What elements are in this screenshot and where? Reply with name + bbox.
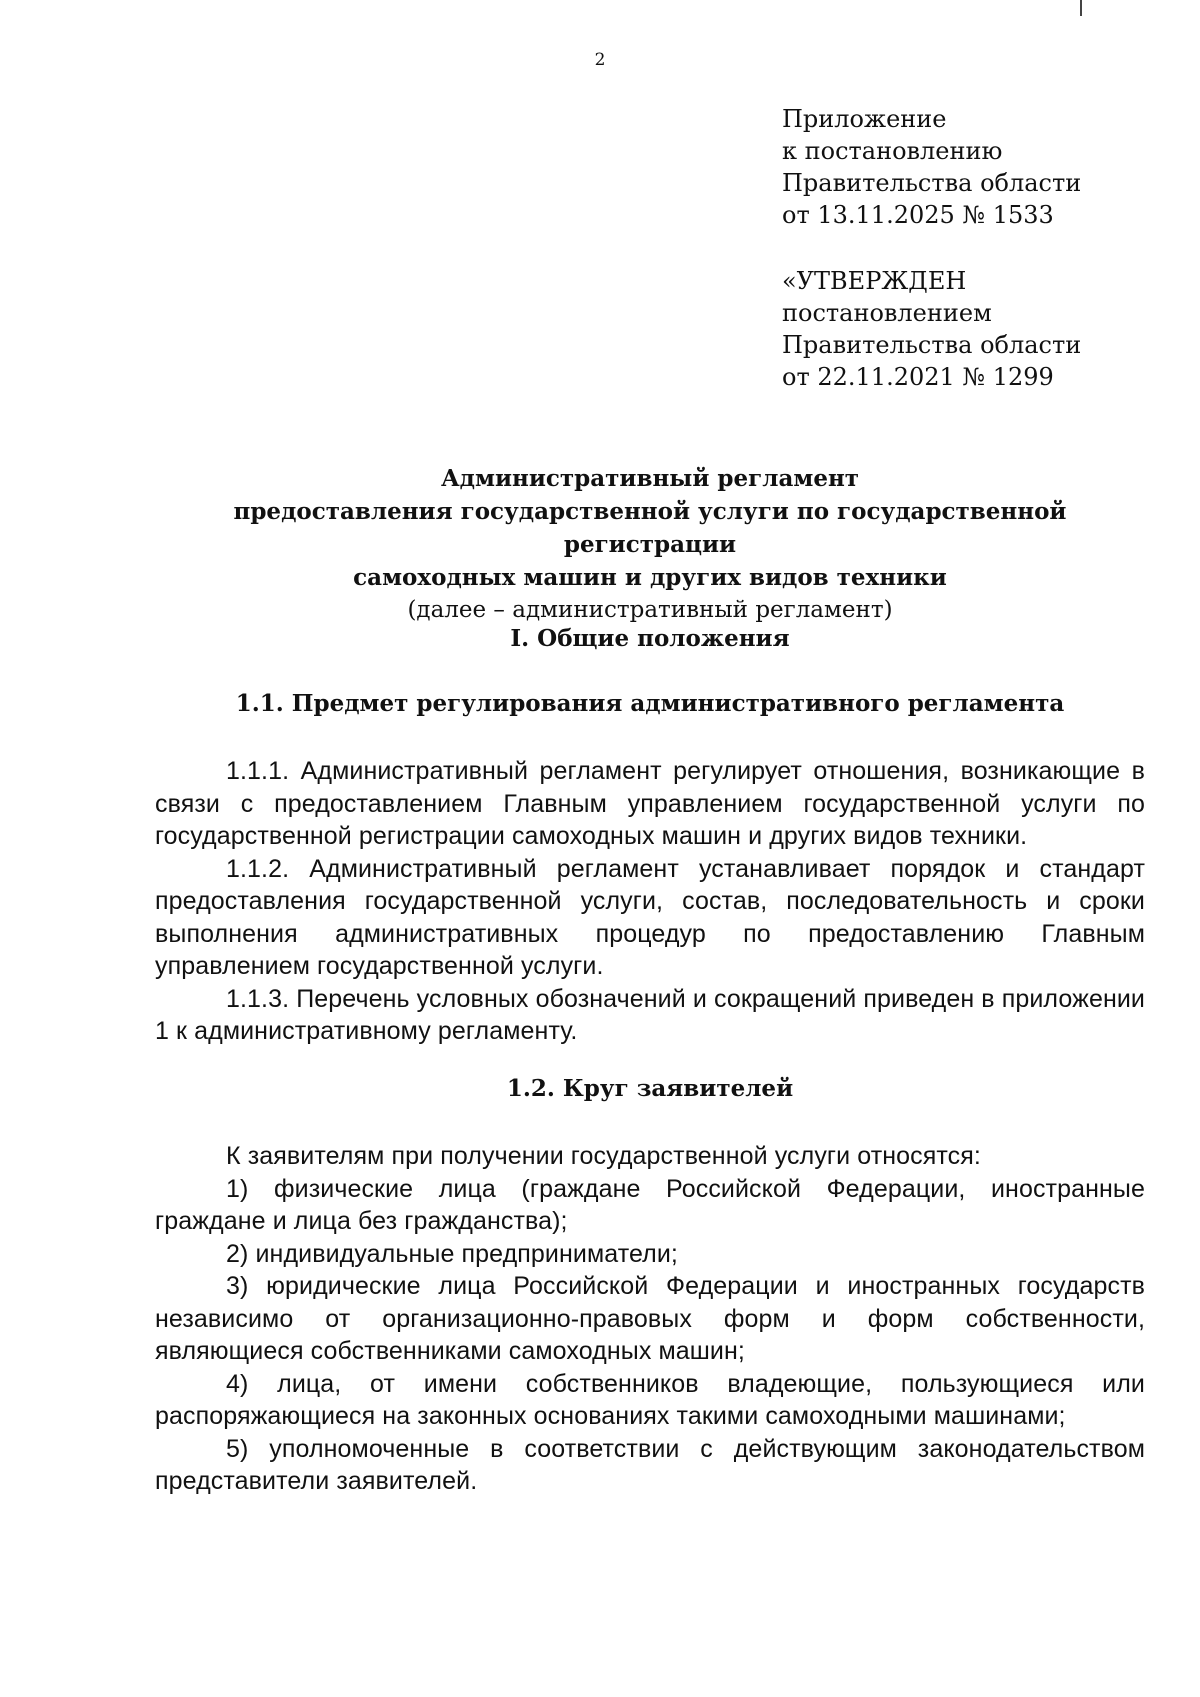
appendix-line: Правительства области [782,169,1082,197]
list-item: 4) лица, от имени собственников владеющие, пользующиеся или распоряжающиеся на законных основаниях такими самоходными машинами; [155,1369,1145,1430]
appendix-line: Приложение [782,105,947,133]
subsection-heading: 1.1. Предмет регулирования административного регламента [235,690,1065,717]
approved-line: Правительства области [782,331,1082,359]
section1-body [155,755,1145,1048]
appendix-line: к постановлению [782,137,1003,165]
document-title [150,462,1150,627]
title-line: самоходных машин и других видов техники [353,564,947,591]
paragraph: 1.1.2. Административный регламент устанавливает порядок и стандарт предоставления государственной услуги, состав, последовательность и сроки выполнения административных процедур по предоставлению Главным управлением государственной услуги. [155,854,1145,980]
title-line: предоставления государственной услуги по государственной регистрации [233,498,1067,558]
section2-body [155,1140,1145,1498]
section-heading: I. Общие положения [510,625,790,652]
scan-artifact-mark [1080,0,1082,16]
title-subtitle: (далее – административный регламент) [407,597,893,623]
title-line: Административный регламент [440,465,860,492]
list-item: 3) юридические лица Российской Федерации и иностранных государств независимо от организационно-правовых форм и форм собственности, являющиеся собственниками самоходных машин; [155,1272,1145,1365]
approved-line: «УТВЕРЖДЕН [782,267,967,295]
list-item: 5) уполномоченные в соответствии с действующим законодательством представители заявителей. [155,1434,1145,1495]
appendix-block [782,103,1182,231]
appendix-line: от 13.11.2025 № 1533 [782,201,1054,229]
paragraph: К заявителям при получении государственной услуги относятся: [226,1142,981,1170]
list-item: 1) физические лица (граждане Российской Федерации, иностранные граждане и лица без гражданства); [155,1174,1145,1235]
subsection-heading: 1.2. Круг заявителей [506,1075,794,1102]
paragraph: 1.1.1. Административный регламент регулирует отношения, возникающие в связи с предоставлением Главным управлением государственной услуги по государственной регистрации самоходных машин и других видов техники. [155,757,1145,850]
list-item: 2) индивидуальные предприниматели; [226,1239,678,1268]
paragraph: 1.1.3. Перечень условных обозначений и сокращений приведен в приложении 1 к административному регламенту. [155,984,1145,1045]
page-number: 2 [594,50,606,70]
approved-block [782,265,1182,393]
approved-line: от 22.11.2021 № 1299 [782,363,1054,391]
approved-line: постановлением [782,299,992,327]
